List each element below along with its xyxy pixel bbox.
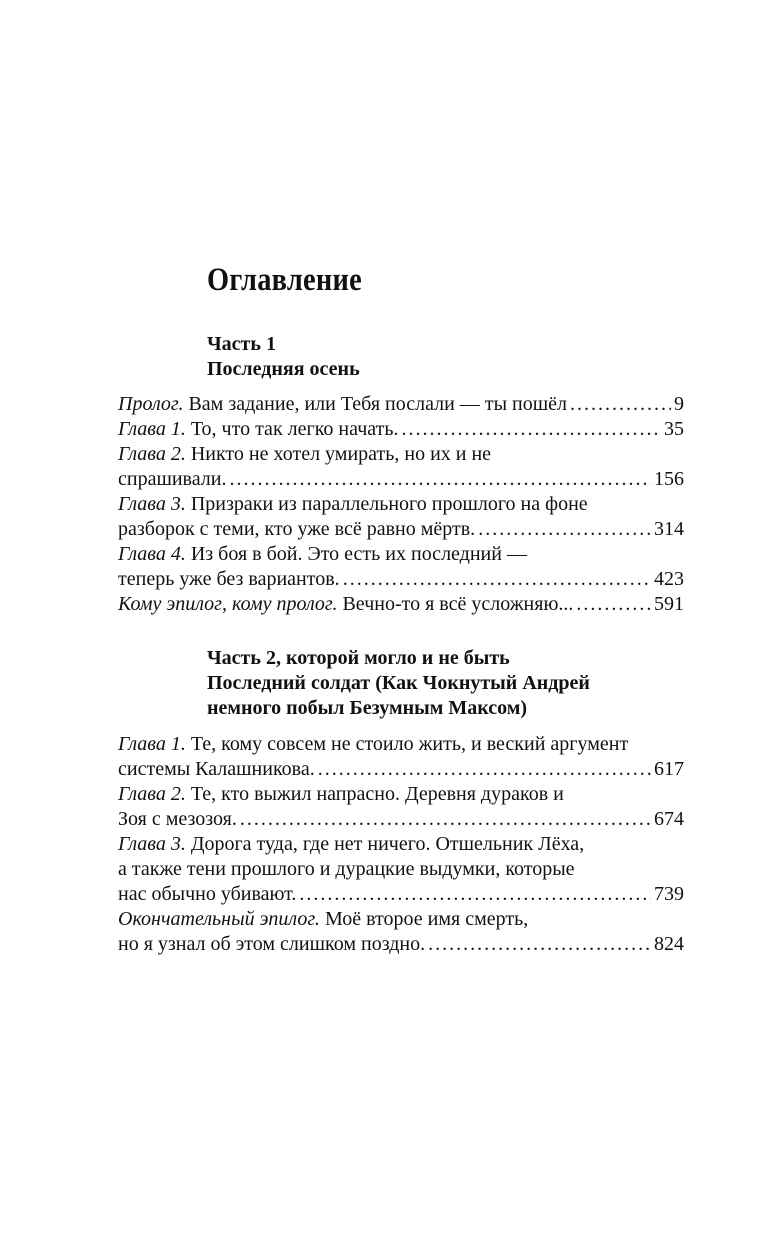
toc-entry[interactable] <box>118 417 684 442</box>
entry-label: Глава 3. <box>118 493 186 515</box>
entry-title: То, что так легко начать. <box>190 418 399 440</box>
entry-label: Пролог. <box>118 393 184 415</box>
entry-title-cont: системы Калашникова. <box>118 758 315 780</box>
page-number: 423 <box>654 568 684 590</box>
entry-title-cont: разборок с теми, кто уже всё равно мёртв. <box>118 518 476 540</box>
page-number: 35 <box>664 418 684 440</box>
entry-title-cont: Зоя с мезозоя. <box>118 808 237 830</box>
page-number: 739 <box>654 883 684 905</box>
part-1-heading <box>207 332 360 382</box>
toc-entry[interactable] <box>118 392 684 417</box>
entry-title-cont: а также тени прошлого и дурацкие выдумки, которые <box>118 858 575 880</box>
dot-leader <box>401 417 661 442</box>
entry-title: Призраки из параллельного прошлого на фоне <box>190 493 588 515</box>
dot-leader <box>478 517 651 542</box>
entry-title-cont: спрашивали. <box>118 468 227 490</box>
page-number: 674 <box>654 808 684 830</box>
toc-entry[interactable] <box>118 782 684 832</box>
part-1-subtitle: Последняя осень <box>207 358 360 380</box>
part-2-subtitle-line: Последний солдат (Как Чокнутый Андрей <box>207 672 590 694</box>
entry-label: Глава 2. <box>118 443 186 465</box>
entry-title: Вам задание, или Тебя послали — ты пошёл <box>188 393 567 415</box>
page-title: Оглавление <box>207 262 362 298</box>
dot-leader <box>318 757 651 782</box>
part-2-heading <box>207 646 590 721</box>
part-1-toc <box>118 392 684 617</box>
dot-leader <box>229 467 651 492</box>
entry-title: Те, кому совсем не стоило жить, и веский аргумент <box>190 733 629 755</box>
entry-title-cont: нас обычно убивают. <box>118 883 297 905</box>
entry-label: Кому эпилог, кому пролог. <box>118 593 338 615</box>
entry-label: Окончательный эпилог. <box>118 908 320 930</box>
toc-entry[interactable] <box>118 907 684 957</box>
toc-entry[interactable] <box>118 492 684 542</box>
entry-label: Глава 1. <box>118 733 186 755</box>
dot-leader <box>428 932 651 957</box>
toc-entry[interactable] <box>118 832 684 907</box>
entry-label: Глава 4. <box>118 543 186 565</box>
toc-entry[interactable] <box>118 542 684 592</box>
entry-title: Вечно-то я всё усложняю... <box>342 593 574 615</box>
part-2-subtitle-line: немного побыл Безумным Максом) <box>207 697 528 719</box>
toc-entry[interactable] <box>118 592 684 617</box>
entry-title: Моё второе имя смерть, <box>324 908 529 930</box>
dot-leader <box>576 592 651 617</box>
entry-title: Дорога туда, где нет ничего. Отшельник Лёха, <box>190 833 585 855</box>
page-number: 617 <box>654 758 684 780</box>
entry-title-cont: теперь уже без вариантов. <box>118 568 340 590</box>
part-1-label: Часть 1 <box>207 333 276 355</box>
page-number: 591 <box>654 593 684 615</box>
entry-label: Глава 1. <box>118 418 186 440</box>
dot-leader <box>570 392 671 417</box>
entry-title: Те, кто выжил напрасно. Деревня дураков и <box>190 783 564 805</box>
dot-leader <box>299 882 651 907</box>
dot-leader <box>343 567 651 592</box>
page-number: 156 <box>654 468 684 490</box>
entry-label: Глава 3. <box>118 833 186 855</box>
toc-entry[interactable] <box>118 732 684 782</box>
entry-title: Из боя в бой. Это есть их последний — <box>190 543 527 565</box>
part-2-label: Часть 2, которой могло и не быть <box>207 647 510 669</box>
page-number: 9 <box>674 393 684 415</box>
page-number: 314 <box>654 518 684 540</box>
dot-leader <box>240 807 651 832</box>
part-2-toc <box>118 732 684 957</box>
page-number: 824 <box>654 933 684 955</box>
entry-title-cont: но я узнал об этом слишком поздно. <box>118 933 426 955</box>
toc-entry[interactable] <box>118 442 684 492</box>
entry-label: Глава 2. <box>118 783 186 805</box>
entry-title: Никто не хотел умирать, но их и не <box>190 443 492 465</box>
